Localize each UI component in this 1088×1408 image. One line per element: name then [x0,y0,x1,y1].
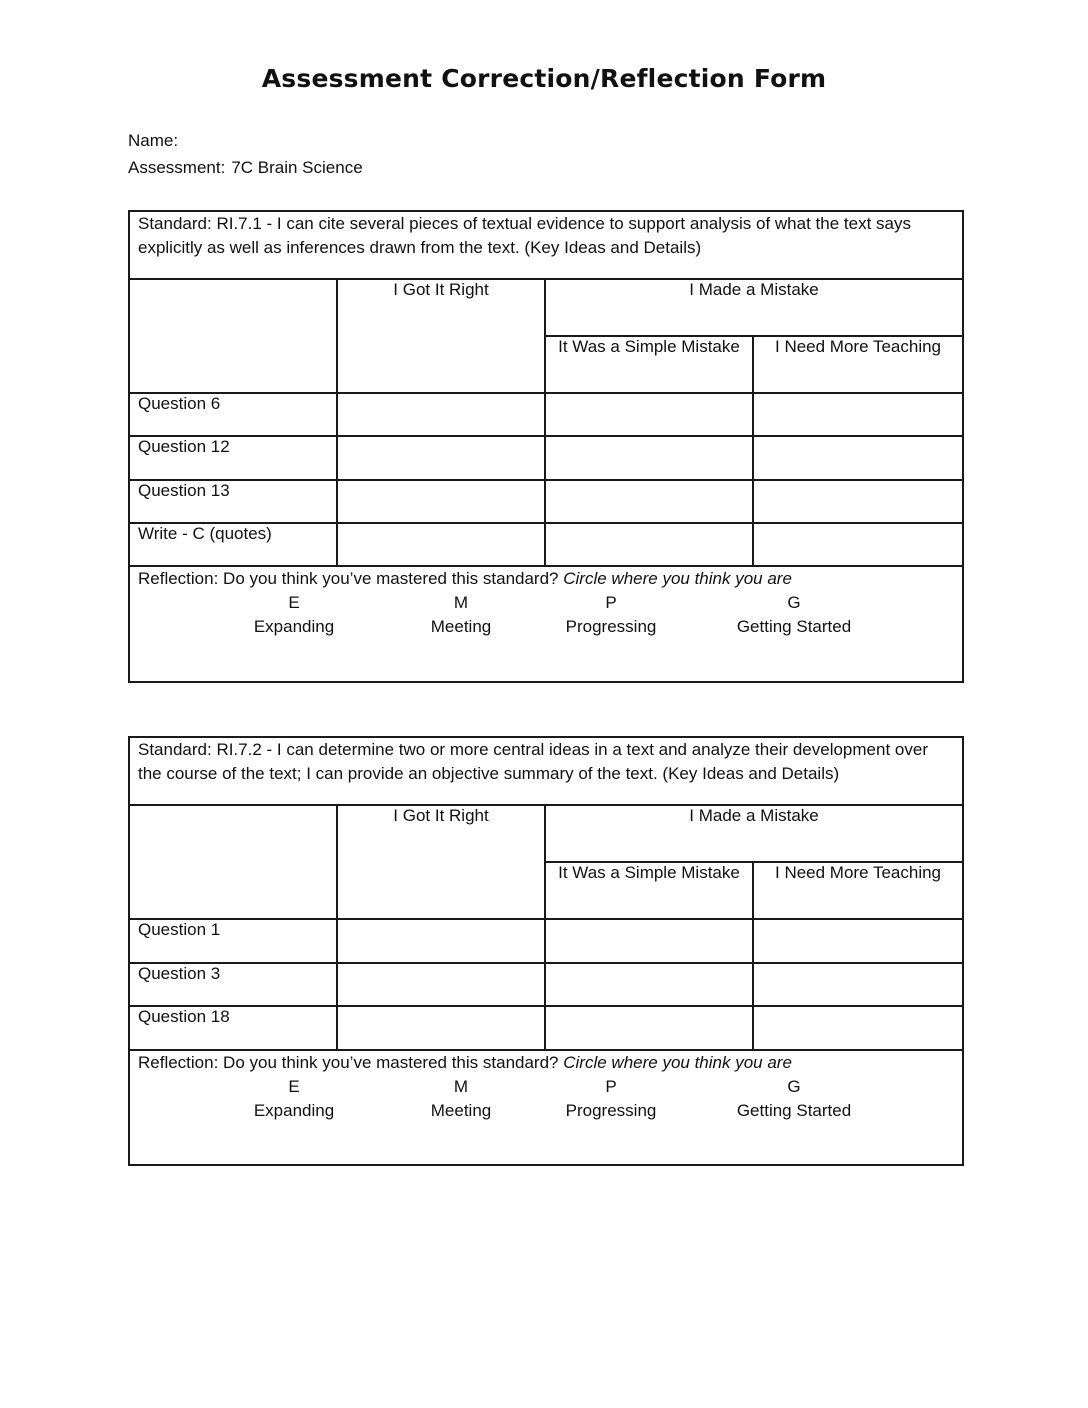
reflection-question [138,1051,954,1075]
reflection-question-text: Reflection: Do you think you’ve mastered this standard? [138,569,559,588]
level-meeting[interactable] [381,1075,541,1123]
level-letter: G [787,1077,801,1096]
level-getting-started[interactable] [714,591,874,639]
got-it-right-cell[interactable] [337,393,545,436]
simple-mistake-cell[interactable] [545,919,753,963]
column-header-simple-mistake: It Was a Simple Mistake [545,336,753,393]
level-label: Getting Started [736,1101,852,1120]
question-label: Question 1 [129,919,337,963]
column-header-simple-mistake: It Was a Simple Mistake [545,862,753,919]
level-meeting[interactable] [381,591,541,639]
simple-mistake-cell[interactable] [545,480,753,523]
standard-table-2 [128,736,964,1166]
column-header-made-mistake: I Made a Mistake [545,805,963,862]
reflection-cell [129,566,963,682]
need-teaching-cell[interactable] [753,963,963,1006]
need-teaching-cell[interactable] [753,1006,963,1050]
simple-mistake-cell[interactable] [545,523,753,566]
reflection-instruction: Circle where you think you are [563,569,792,588]
question-label: Question 3 [129,963,337,1006]
reflection-question [138,567,954,591]
level-letter: M [453,1077,469,1096]
level-letter: E [288,1077,300,1096]
need-teaching-cell[interactable] [753,523,963,566]
question-label: Question 13 [129,480,337,523]
name-label: Name: [128,131,179,150]
column-header-got-it-right: I Got It Right [337,279,545,393]
form-title: Assessment Correction/Reflection Form [261,64,827,93]
need-teaching-cell[interactable] [753,436,963,480]
level-getting-started[interactable] [714,1075,874,1123]
level-letter: M [453,593,469,612]
level-letter: P [605,1077,617,1096]
level-letter: P [605,593,617,612]
level-label: Expanding [253,617,335,636]
level-label: Progressing [565,1101,657,1120]
mastery-levels [138,1075,954,1123]
level-label: Progressing [565,617,657,636]
question-label: Question 18 [129,1006,337,1050]
level-label: Meeting [430,1101,492,1120]
assessment-value: 7C Brain Science [231,158,363,177]
need-teaching-cell[interactable] [753,919,963,963]
reflection-instruction: Circle where you think you are [563,1053,792,1072]
got-it-right-cell[interactable] [337,919,545,963]
column-header-got-it-right: I Got It Right [337,805,545,919]
need-teaching-cell[interactable] [753,480,963,523]
standard-description: Standard: RI.7.2 - I can determine two or more central ideas in a text and analyze their development over the course of the text; I can provide an objective summary of the text. (Key Ideas and Details) [129,737,963,805]
column-header-need-teaching: I Need More Teaching [753,862,963,919]
name-line [128,127,178,154]
got-it-right-cell[interactable] [337,523,545,566]
simple-mistake-cell[interactable] [545,393,753,436]
level-progressing[interactable] [531,591,691,639]
assessment-label: Assessment: [128,158,226,177]
level-label: Getting Started [736,617,852,636]
level-label: Meeting [430,617,492,636]
question-label: Write - C (quotes) [129,523,337,566]
need-teaching-cell[interactable] [753,393,963,436]
standard-description: Standard: RI.7.1 - I can cite several pieces of textual evidence to support analysis of what the text says explicitly as well as inferences drawn from the text. (Key Ideas and Details) [129,211,963,279]
got-it-right-cell[interactable] [337,1006,545,1050]
column-header-need-teaching: I Need More Teaching [753,336,963,393]
level-letter: G [787,593,801,612]
got-it-right-cell[interactable] [337,436,545,480]
simple-mistake-cell[interactable] [545,1006,753,1050]
header-blank-cell [129,805,337,919]
question-label: Question 6 [129,393,337,436]
reflection-question-text: Reflection: Do you think you’ve mastered this standard? [138,1053,559,1072]
standard-table-1 [128,210,964,683]
reflection-cell [129,1050,963,1165]
mastery-levels [138,591,954,639]
got-it-right-cell[interactable] [337,480,545,523]
level-letter: E [288,593,300,612]
level-progressing[interactable] [531,1075,691,1123]
assessment-line [128,154,363,181]
simple-mistake-cell[interactable] [545,436,753,480]
column-header-made-mistake: I Made a Mistake [545,279,963,336]
header-blank-cell [129,279,337,393]
question-label: Question 12 [129,436,337,480]
level-expanding[interactable] [214,591,374,639]
got-it-right-cell[interactable] [337,963,545,1006]
level-label: Expanding [253,1101,335,1120]
simple-mistake-cell[interactable] [545,963,753,1006]
level-expanding[interactable] [214,1075,374,1123]
